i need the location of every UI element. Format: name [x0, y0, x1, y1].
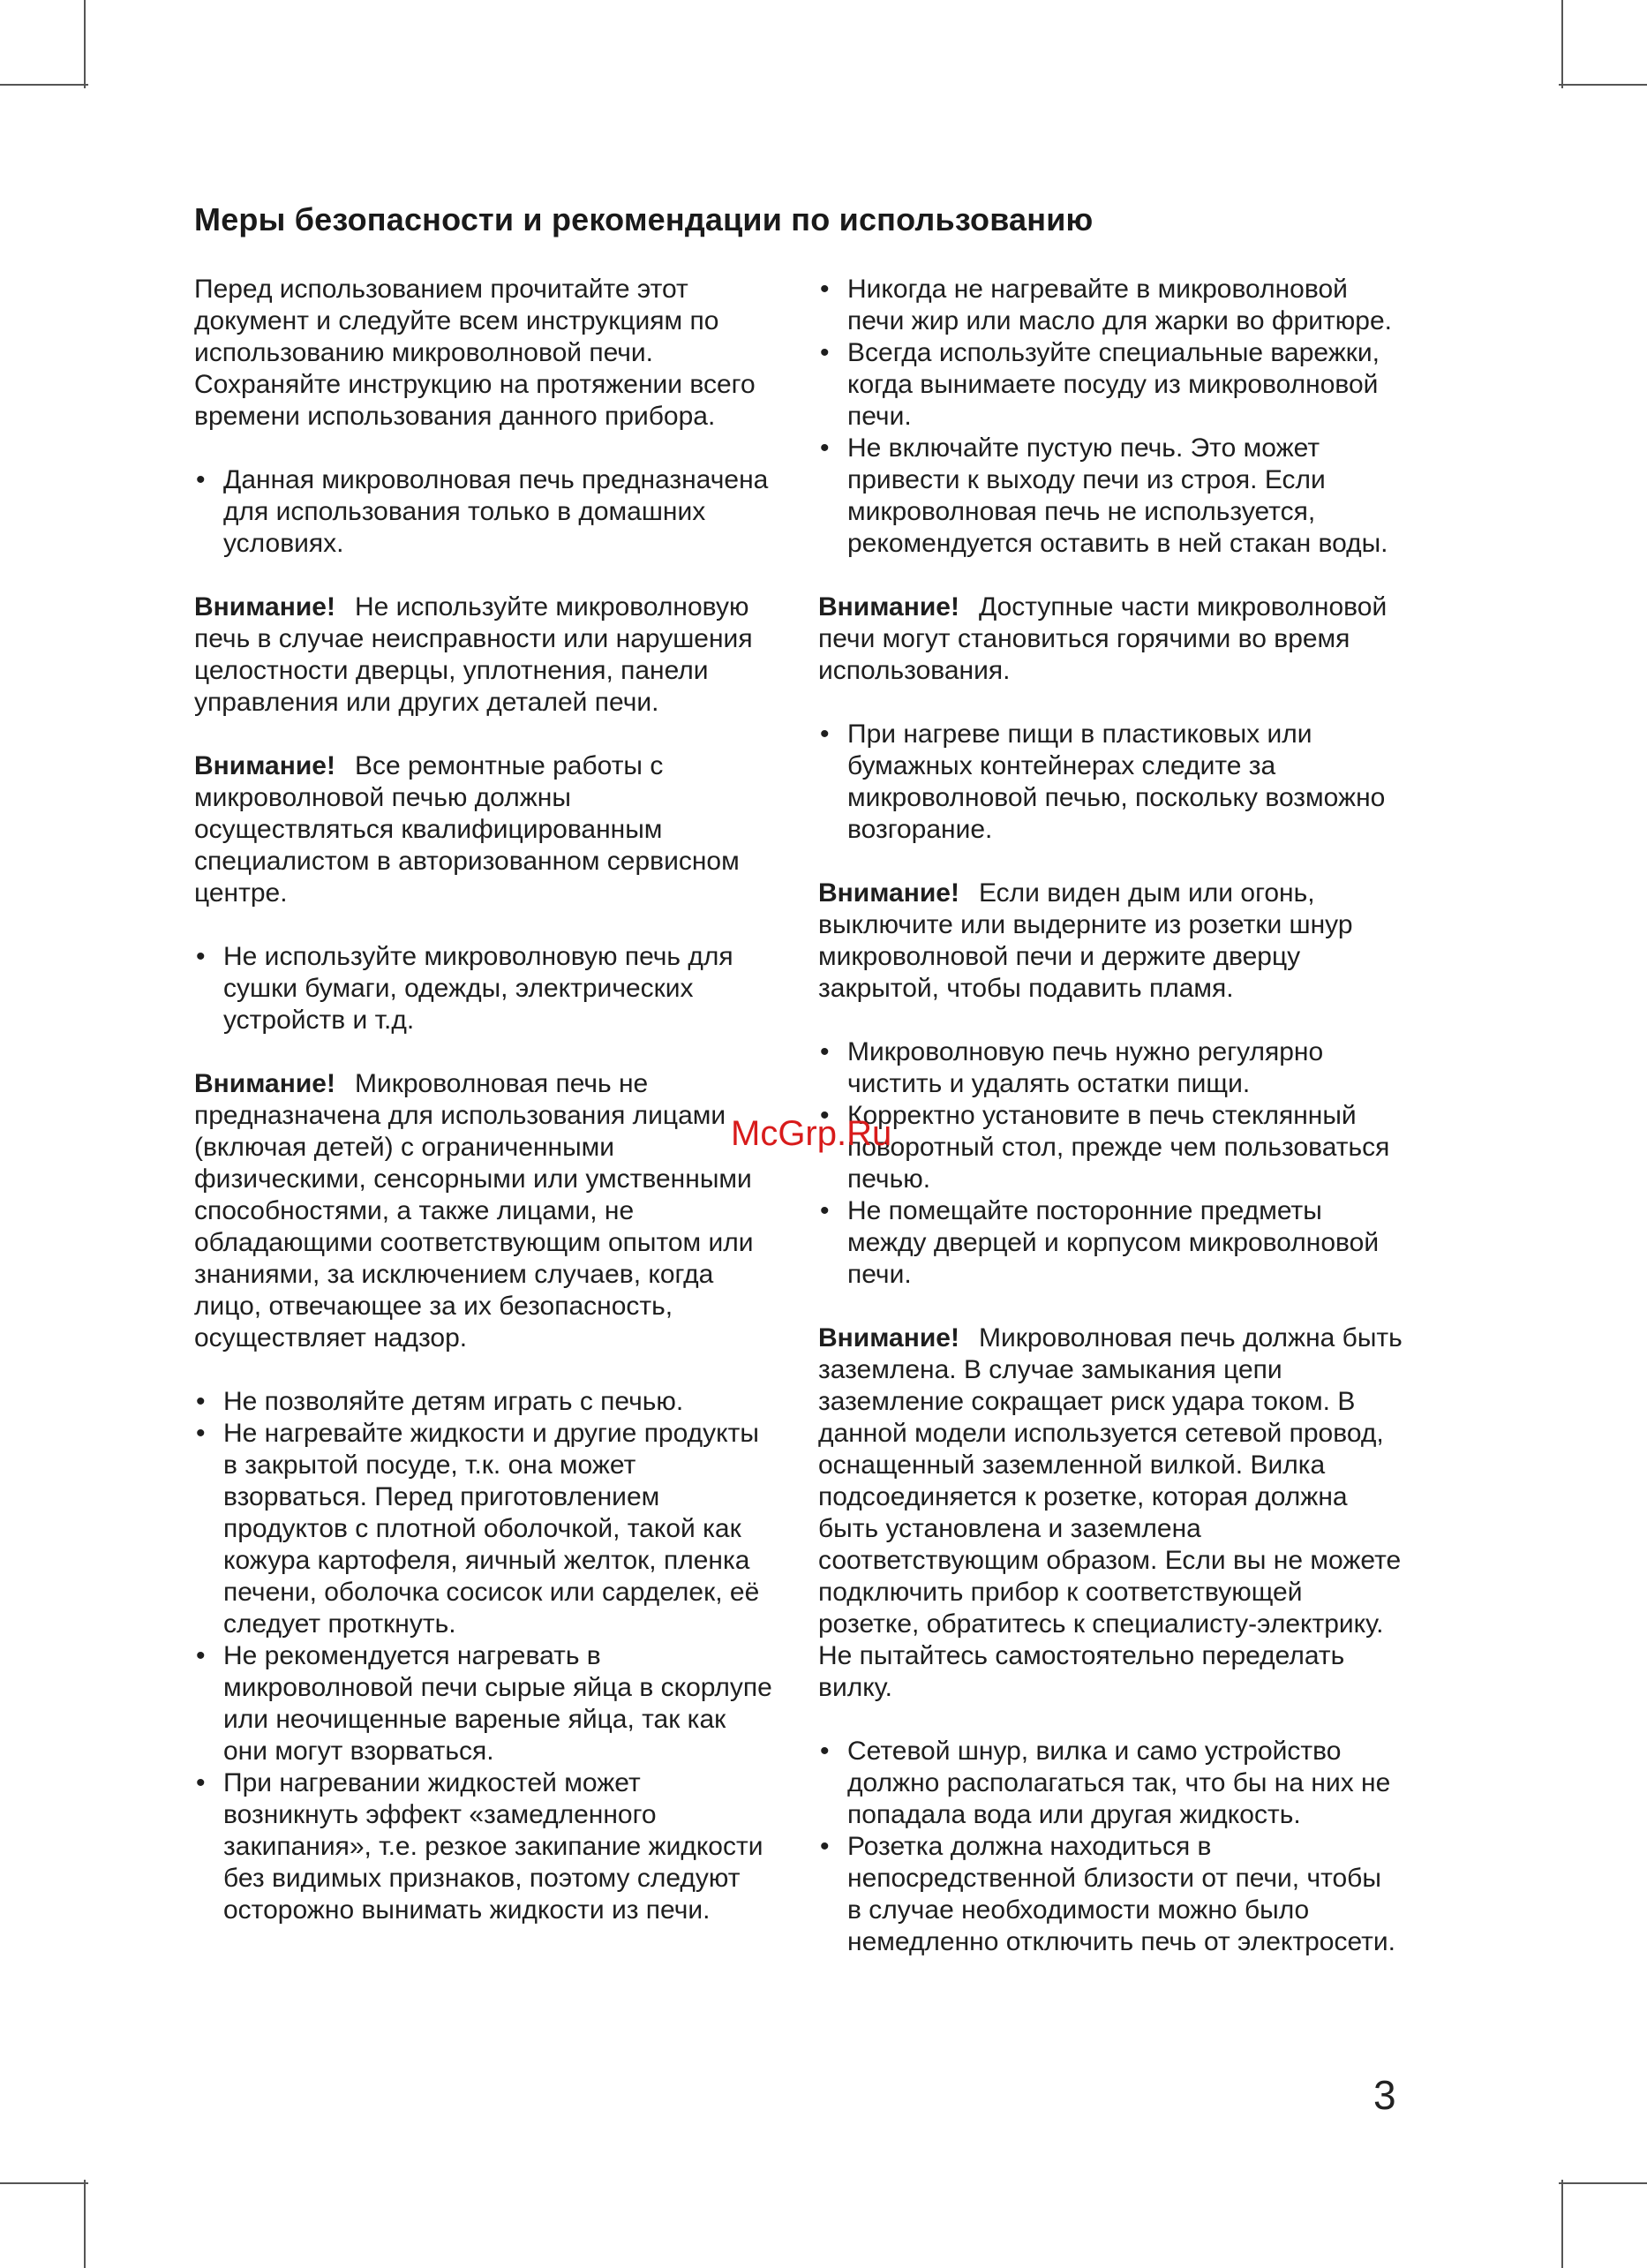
- bullet-block: [818, 1036, 1403, 1291]
- list-item: • Розетка должна находиться в непосредственной близости от печи, чтобы в случае необходимости можно было немедленно отключить печь от электросети.: [818, 1831, 1403, 1958]
- warning-label: Внимание!: [194, 592, 335, 622]
- warning-text: Все ремонтные работы с микроволновой печью должны осуществляться квалифицированным специалистом в авторизованном сервисном центре.: [194, 751, 740, 908]
- bullet-list: [818, 1736, 1403, 1958]
- crop-mark: [1559, 2182, 1647, 2184]
- list-item: • Не помещайте посторонние предметы между дверцей и корпусом микроволновой печи.: [818, 1195, 1403, 1291]
- list-item: • При нагревании жидкостей может возникнуть эффект «замедленного закипания», т.е. резкое закипание жидкости без видимых признаков, поэтому следуют осторожно вынимать жидкости из печи.: [194, 1767, 777, 1926]
- bullet-list: [818, 1036, 1403, 1291]
- warning-label: Внимание!: [818, 1323, 959, 1353]
- bullet-list: [818, 274, 1403, 560]
- list-item: • Никогда не нагревайте в микроволновой печи жир или масло для жарки во фритюре.: [818, 274, 1403, 337]
- warning-block: [194, 1068, 777, 1354]
- warning-block: [818, 1322, 1403, 1704]
- bullet-block: [194, 941, 777, 1036]
- bullet-list: [818, 719, 1403, 846]
- list-item: • Не позволяйте детям играть с печью.: [194, 1386, 777, 1418]
- crop-mark: [84, 0, 86, 88]
- crop-mark: [1561, 0, 1563, 88]
- list-item: • Сетевой шнур, вилка и само устройство должно располагаться так, что бы на них не попадала вода или другая жидкость.: [818, 1736, 1403, 1831]
- warning-text: Не используйте микроволновую печь в случае неисправности или нарушения целостности дверцы, уплотнения, панели управления или других деталей печи.: [194, 592, 753, 717]
- left-column: [194, 274, 777, 1926]
- page-title: Меры безопасности и рекомендации по использованию: [194, 201, 1094, 237]
- list-item: • При нагреве пищи в пластиковых или бумажных контейнерах следите за микроволновой печью, поскольку возможно возгорание.: [818, 719, 1403, 846]
- crop-mark: [84, 2180, 86, 2268]
- warning-text: Микроволновая печь должна быть заземлена. В случае замыкания цепи заземление сокращает риск удара током. В данной модели используется сетевой провод, оснащенный заземленной вилкой. Вилка подсоединяется к розетке, которая должна быть установлена и заземлена соответствующим образом. Если вы не можете подключить прибор к соответствующей розетке, обратитесь к специалисту-электрику. Не пытайтесь самостоятельно переделать вилку.: [818, 1323, 1403, 1702]
- list-item: • Микроволновую печь нужно регулярно чистить и удалять остатки пищи.: [818, 1036, 1403, 1100]
- crop-mark: [1561, 2180, 1563, 2268]
- warning-label: Внимание!: [194, 1069, 335, 1098]
- list-item: • Корректно установите в печь стеклянный поворотный стол, прежде чем пользоваться печью.: [818, 1100, 1403, 1195]
- warning-label: Внимание!: [818, 592, 959, 622]
- list-item: • Не используйте микроволновую печь для сушки бумаги, одежды, электрических устройств и т.д.: [194, 941, 777, 1036]
- warning-block: [818, 591, 1403, 687]
- warning-text: Доступные части микроволновой печи могут становиться горячими во время использования.: [818, 592, 1388, 685]
- crop-mark: [0, 84, 88, 86]
- warning-block: [818, 878, 1403, 1005]
- intro-paragraph: Перед использованием прочитайте этот документ и следуйте всем инструкциям по использованию микроволновой печи. Сохраняйте инструкцию на протяжении всего времени использования данного прибора.: [194, 275, 756, 431]
- right-column: [818, 274, 1403, 1958]
- bullet-list: [194, 464, 777, 560]
- warning-block: [194, 591, 777, 719]
- bullet-block: [194, 1386, 777, 1926]
- list-item: • Не рекомендуется нагревать в микроволновой печи сырые яйца в скорлупе или неочищенные вареные яйца, так как они могут взорваться.: [194, 1640, 777, 1767]
- bullet-list: [194, 941, 777, 1036]
- warning-label: Внимание!: [818, 878, 959, 908]
- crop-mark: [1559, 84, 1647, 86]
- bullet-list: [194, 1386, 777, 1926]
- bullet-block: [818, 719, 1403, 846]
- warning-text: Если виден дым или огонь, выключите или выдерните из розетки шнур микроволновой печи и держите дверцу закрытой, чтобы подавить пламя.: [818, 878, 1353, 1003]
- list-item: • Не включайте пустую печь. Это может привести к выходу печи из строя. Если микроволновая печь не используется, рекомендуется оставить в ней стакан воды.: [818, 433, 1403, 560]
- page-number: 3: [1373, 2072, 1396, 2118]
- list-item: • Не нагревайте жидкости и другие продукты в закрытой посуде, т.к. она может взорваться. Перед приготовлением продуктов с плотной оболочкой, такой как кожура картофеля, яичный желток, пленка печени, оболочка сосисок или сарделек, её следует проткнуть.: [194, 1418, 777, 1640]
- bullet-block: [194, 464, 777, 560]
- list-item: • Всегда используйте специальные варежки, когда вынимаете посуду из микроволновой печи.: [818, 337, 1403, 433]
- bullet-block: [818, 274, 1403, 560]
- list-item: • Данная микроволновая печь предназначена для использования только в домашних условиях.: [194, 464, 777, 560]
- warning-block: [194, 750, 777, 909]
- crop-mark: [0, 2182, 88, 2184]
- warning-text: Микроволновая печь не предназначена для использования лицами (включая детей) с ограниченными физическими, сенсорными или умственными способностями, а также лицами, не обладающими соответствующим опытом или знаниями, за исключением случаев, когда лицо, отвечающее за их безопасность, осуществляет надзор.: [194, 1069, 754, 1353]
- warning-label: Внимание!: [194, 751, 335, 780]
- intro-block: [194, 274, 777, 433]
- bullet-block: [818, 1736, 1403, 1958]
- watermark: McGrp.Ru: [731, 1114, 892, 1153]
